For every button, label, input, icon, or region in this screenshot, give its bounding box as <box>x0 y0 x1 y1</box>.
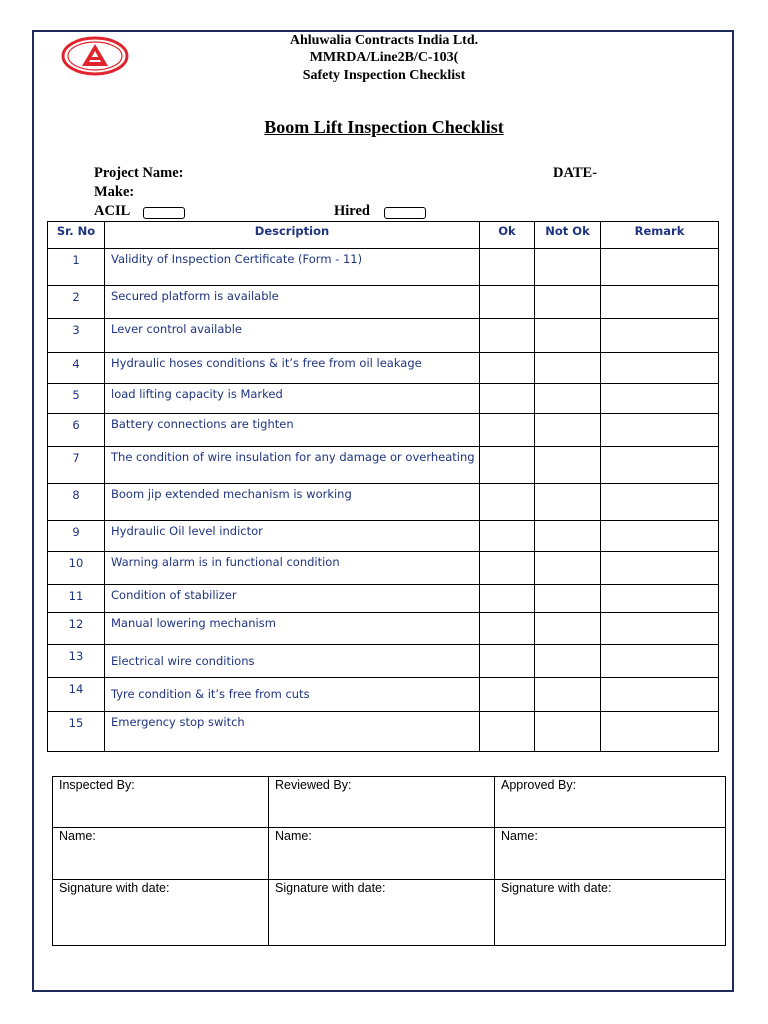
header-description: Description <box>105 222 480 249</box>
not-ok-cell[interactable] <box>535 484 601 521</box>
ok-cell[interactable] <box>480 585 535 613</box>
remark-cell[interactable] <box>601 414 719 447</box>
inspected-by-cell[interactable]: Inspected By: <box>53 777 269 828</box>
reviewed-by-cell[interactable]: Reviewed By: <box>269 777 495 828</box>
remark-cell[interactable] <box>601 613 719 645</box>
not-ok-cell[interactable] <box>535 249 601 286</box>
checklist-table <box>47 221 719 752</box>
remark-cell[interactable] <box>601 353 719 384</box>
remark-cell[interactable] <box>601 678 719 712</box>
ok-cell[interactable] <box>480 678 535 712</box>
sr-no-cell: 10 <box>48 552 105 585</box>
description-cell: Tyre condition & it’s free from cuts <box>105 678 480 712</box>
description-cell: Boom jip extended mechanism is working <box>105 484 480 521</box>
description-cell: Hydraulic Oil level indictor <box>105 521 480 552</box>
approved-by-cell[interactable]: Approved By: <box>495 777 726 828</box>
not-ok-cell[interactable] <box>535 286 601 319</box>
remark-cell[interactable] <box>601 286 719 319</box>
project-name-label: Project Name: <box>94 165 184 181</box>
table-row <box>48 613 719 645</box>
sr-no-cell: 5 <box>48 384 105 414</box>
signoff-row <box>53 777 726 828</box>
remark-cell[interactable] <box>601 249 719 286</box>
ok-cell[interactable] <box>480 319 535 353</box>
remark-cell[interactable] <box>601 521 719 552</box>
table-row <box>48 645 719 678</box>
sr-no-cell: 3 <box>48 319 105 353</box>
not-ok-cell[interactable] <box>535 613 601 645</box>
approver-signature-cell[interactable]: Signature with date: <box>495 880 726 946</box>
form-type: Safety Inspection Checklist <box>302 68 466 83</box>
not-ok-cell[interactable] <box>535 447 601 484</box>
sr-no-cell: 11 <box>48 585 105 613</box>
table-row <box>48 286 719 319</box>
table-row <box>48 678 719 712</box>
sr-no-cell: 2 <box>48 286 105 319</box>
not-ok-cell[interactable] <box>535 521 601 552</box>
ok-cell[interactable] <box>480 484 535 521</box>
table-row <box>48 249 719 286</box>
remark-cell[interactable] <box>601 384 719 414</box>
inspector-name-cell[interactable]: Name: <box>53 828 269 880</box>
table-header-row <box>48 222 719 249</box>
not-ok-cell[interactable] <box>535 353 601 384</box>
not-ok-cell[interactable] <box>535 585 601 613</box>
table-row <box>48 319 719 353</box>
remark-cell[interactable] <box>601 585 719 613</box>
date-label: DATE- <box>553 165 598 181</box>
acil-label: ACIL <box>94 203 131 219</box>
inspector-signature-cell[interactable]: Signature with date: <box>53 880 269 946</box>
header-remark: Remark <box>601 222 719 249</box>
ok-cell[interactable] <box>480 712 535 752</box>
ok-cell[interactable] <box>480 447 535 484</box>
ok-cell[interactable] <box>480 384 535 414</box>
description-cell: load lifting capacity is Marked <box>105 384 480 414</box>
description-cell: Manual lowering mechanism <box>105 613 480 645</box>
not-ok-cell[interactable] <box>535 552 601 585</box>
sr-no-cell: 4 <box>48 353 105 384</box>
table-row <box>48 585 719 613</box>
header-sr-no: Sr. No <box>48 222 105 249</box>
remark-cell[interactable] <box>601 484 719 521</box>
approver-name-cell[interactable]: Name: <box>495 828 726 880</box>
sr-no-cell: 12 <box>48 613 105 645</box>
not-ok-cell[interactable] <box>535 319 601 353</box>
reviewer-name-cell[interactable]: Name: <box>269 828 495 880</box>
hired-label: Hired <box>334 203 370 219</box>
description-cell: Electrical wire conditions <box>105 645 480 678</box>
not-ok-cell[interactable] <box>535 645 601 678</box>
company-name: Ahluwalia Contracts India Ltd. <box>289 33 479 48</box>
description-cell: Battery connections are tighten <box>105 414 480 447</box>
make-label: Make: <box>94 184 135 200</box>
table-row <box>48 712 719 752</box>
description-cell: Validity of Inspection Certificate (Form - 11) <box>105 249 480 286</box>
sr-no-cell: 14 <box>48 678 105 712</box>
not-ok-cell[interactable] <box>535 678 601 712</box>
ok-cell[interactable] <box>480 286 535 319</box>
sr-no-cell: 13 <box>48 645 105 678</box>
remark-cell[interactable] <box>601 712 719 752</box>
ok-cell[interactable] <box>480 249 535 286</box>
sr-no-cell: 15 <box>48 712 105 752</box>
description-cell: Emergency stop switch <box>105 712 480 752</box>
table-row <box>48 552 719 585</box>
not-ok-cell[interactable] <box>535 414 601 447</box>
remark-cell[interactable] <box>601 645 719 678</box>
signoff-row <box>53 828 726 880</box>
description-cell: Secured platform is available <box>105 286 480 319</box>
ok-cell[interactable] <box>480 414 535 447</box>
table-row <box>48 521 719 552</box>
reviewer-signature-cell[interactable]: Signature with date: <box>269 880 495 946</box>
table-row <box>48 384 719 414</box>
not-ok-cell[interactable] <box>535 712 601 752</box>
ok-cell[interactable] <box>480 613 535 645</box>
description-cell: Condition of stabilizer <box>105 585 480 613</box>
hired-checkbox[interactable] <box>384 207 426 219</box>
acil-checkbox[interactable] <box>143 207 185 219</box>
description-cell: Lever control available <box>105 319 480 353</box>
ok-cell[interactable] <box>480 521 535 552</box>
signoff-table <box>52 776 726 946</box>
ok-cell[interactable] <box>480 645 535 678</box>
not-ok-cell[interactable] <box>535 384 601 414</box>
project-code: MMRDA/Line2B/C-103( <box>309 50 459 65</box>
sr-no-cell: 6 <box>48 414 105 447</box>
description-cell: The condition of wire insulation for any damage or overheating <box>105 447 480 484</box>
table-row <box>48 353 719 384</box>
description-cell: Hydraulic hoses conditions & it’s free from oil leakage <box>105 353 480 384</box>
sr-no-cell: 9 <box>48 521 105 552</box>
table-row <box>48 414 719 447</box>
document-title: Boom Lift Inspection Checklist <box>264 117 504 137</box>
table-row <box>48 447 719 484</box>
sr-no-cell: 7 <box>48 447 105 484</box>
sr-no-cell: 1 <box>48 249 105 286</box>
table-row <box>48 484 719 521</box>
remark-cell[interactable] <box>601 552 719 585</box>
remark-cell[interactable] <box>601 319 719 353</box>
header-not-ok: Not Ok <box>535 222 601 249</box>
header-ok: Ok <box>480 222 535 249</box>
description-cell: Warning alarm is in functional condition <box>105 552 480 585</box>
ok-cell[interactable] <box>480 552 535 585</box>
ok-cell[interactable] <box>480 353 535 384</box>
remark-cell[interactable] <box>601 447 719 484</box>
signoff-row <box>53 880 726 946</box>
sr-no-cell: 8 <box>48 484 105 521</box>
